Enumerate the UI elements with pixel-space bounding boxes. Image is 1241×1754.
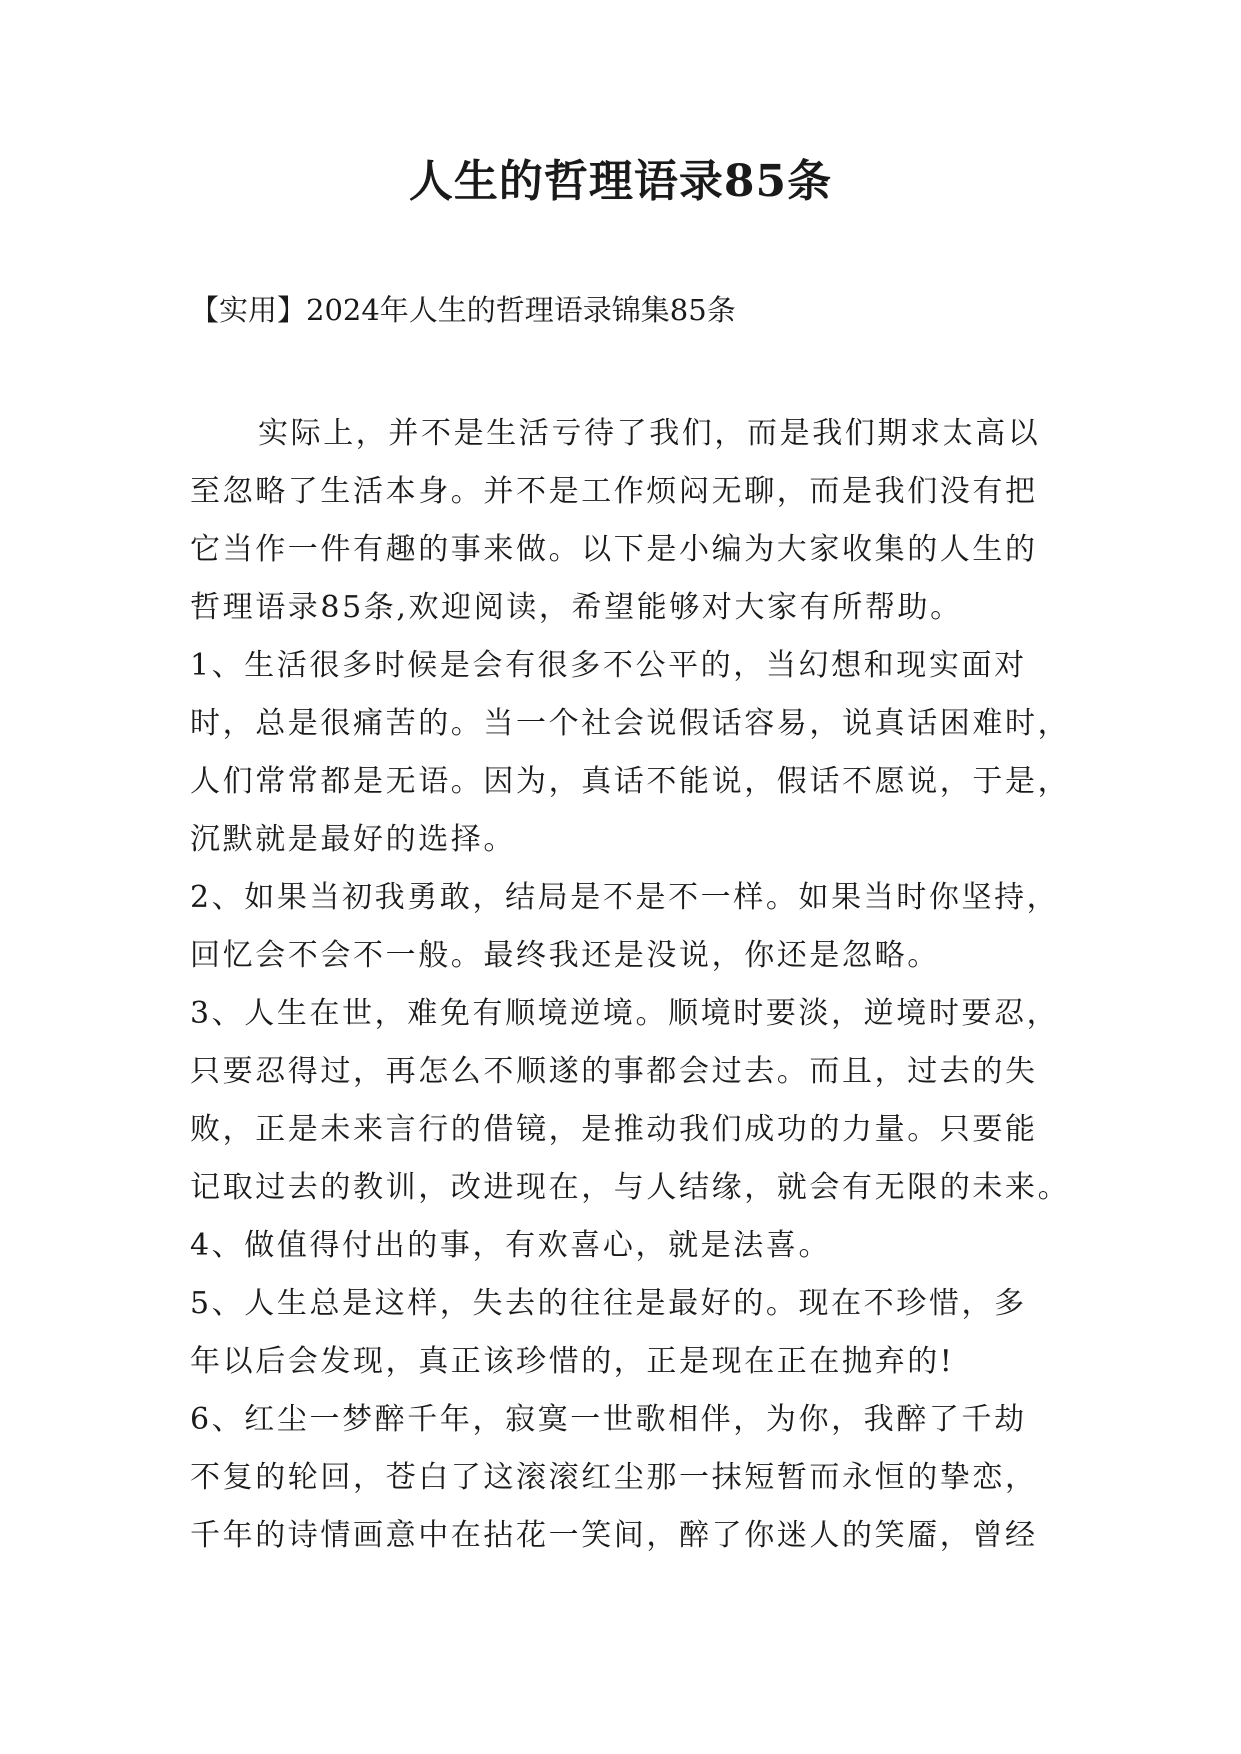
body-line: 5、人生总是这样，失去的往往是最好的。现在不珍惜，多 [190, 1286, 1027, 1321]
body-line: 时，总是很痛苦的。当一个社会说假话容易，说真话困难时， [190, 706, 1071, 741]
body-line: 年以后会发现，真正该珍惜的，正是现在正在抛弃的! [190, 1344, 955, 1379]
document-body [190, 405, 1071, 1565]
body-line: 它当作一件有趣的事来做。以下是小编为大家收集的人生的 [190, 532, 1038, 567]
page-title: 人生的哲理语录85条 [408, 156, 833, 207]
body-line: 千年的诗情画意中在拈花一笑间，醉了你迷人的笑靥，曾经 [190, 1518, 1038, 1553]
body-line: 4、做值得付出的事，有欢喜心，就是法喜。 [190, 1228, 832, 1263]
body-line: 只要忍得过，再怎么不顺遂的事都会过去。而且，过去的失 [190, 1054, 1038, 1089]
body-line: 沉默就是最好的选择。 [190, 822, 516, 857]
body-line: 1、生活很多时候是会有很多不公平的，当幻想和现实面对 [190, 648, 1027, 683]
body-line: 回忆会不会不一般。最终我还是没说，你还是忽略。 [190, 938, 940, 973]
body-line: 6、红尘一梦醉千年，寂寞一世歌相伴，为你，我醉了千劫 [190, 1402, 1027, 1437]
document-subtitle: 【实用】2024年人生的哲理语录锦集85条 [190, 293, 736, 327]
body-line: 2、如果当初我勇敢，结局是不是不一样。如果当时你坚持， [190, 880, 1060, 915]
body-line: 哲理语录85条,欢迎阅读，希望能够对大家有所帮助。 [190, 590, 963, 625]
body-line: 实际上，并不是生活亏待了我们，而是我们期求太高以 [258, 416, 1041, 451]
body-line: 至忽略了生活本身。并不是工作烦闷无聊，而是我们没有把 [190, 474, 1038, 509]
body-line: 3、人生在世，难免有顺境逆境。顺境时要淡，逆境时要忍， [190, 996, 1060, 1031]
body-line: 不复的轮回，苍白了这滚滚红尘那一抹短暂而永恒的挚恋， [190, 1460, 1038, 1495]
body-line: 败，正是未来言行的借镜，是推动我们成功的力量。只要能 [190, 1112, 1038, 1147]
body-line: 人们常常都是无语。因为，真话不能说，假话不愿说，于是， [190, 764, 1071, 799]
body-line: 记取过去的教训，改进现在，与人结缘，就会有无限的未来。 [190, 1170, 1071, 1205]
